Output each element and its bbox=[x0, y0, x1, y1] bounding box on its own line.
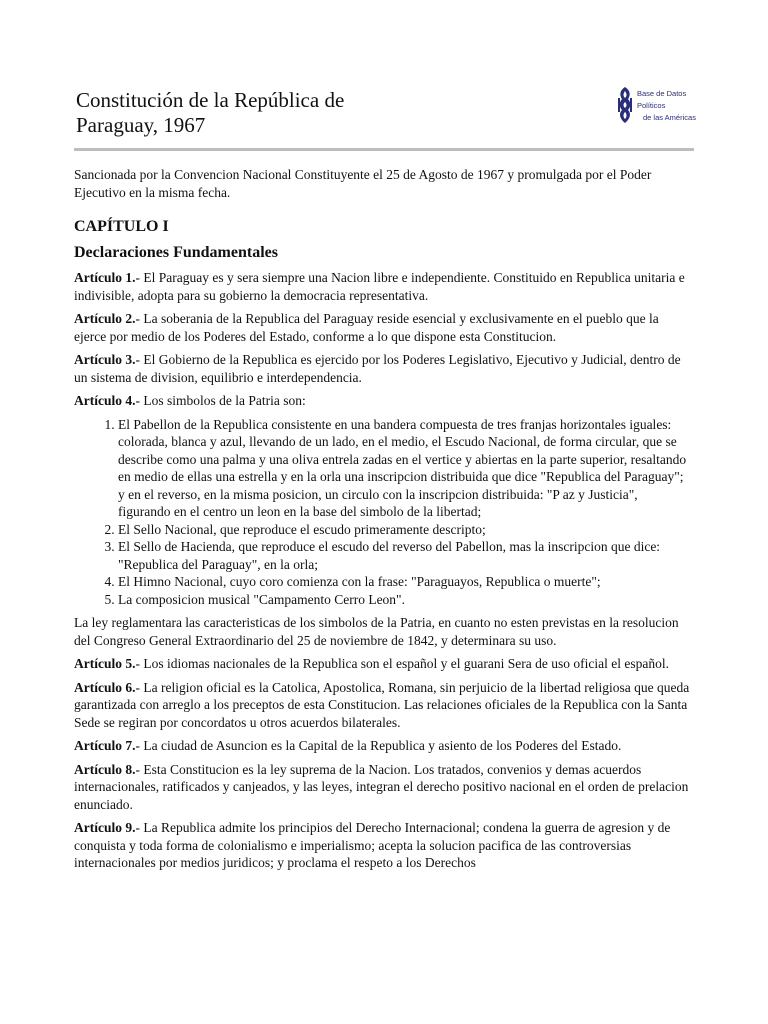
header-divider bbox=[74, 148, 694, 151]
article-text: - El Paraguay es y sera siempre una Nacion libre e independiente. Constituido en Republica unitaria e indivisible, adopta para su gobierno la democracia representativa. bbox=[74, 270, 685, 303]
article-label: Artículo 1. bbox=[74, 270, 136, 285]
list-item: 3. El Sello de Hacienda, que reproduce el escudo del reverso del Pabellon, mas la inscripcion que dice: "Republica del Paraguay", en la orla; bbox=[118, 538, 690, 573]
list-item: 1. El Pabellon de la Republica consistente en una bandera compuesta de tres franjas horizontales iguales: colorada, blanca y azul, llevando de un lado, en el medio, el Escudo Nacional, de forma circular, que se describe como una palma y una oliva entrela zadas en el vertice y abiertas en la parte superior, resaltando en medio de ellas una estrella y en la orla una inscripcion distribuida que dice "Republica del Paraguay"; y en el reverso, en la misma posicion, un circulo con la inscripcion distribuida: "P az y Justicia", figurando en el centro un leon en la base del simbolo de la libertad; bbox=[118, 416, 690, 521]
logo-line-1: Base de Datos Políticos bbox=[637, 89, 687, 110]
article-label: Artículo 8. bbox=[74, 761, 136, 777]
article-label: Artículo 5. bbox=[74, 656, 136, 671]
list-item: 2. El Sello Nacional, que reproduce el escudo primeramente descripto; bbox=[118, 521, 690, 539]
article-6 bbox=[74, 679, 690, 732]
shield-emblem-icon bbox=[616, 86, 634, 124]
document-title bbox=[76, 88, 556, 138]
article-label: Artículo 3. bbox=[74, 352, 136, 367]
article-9 bbox=[74, 819, 690, 872]
article-2 bbox=[74, 310, 690, 345]
chapter-title: CAPÍTULO I bbox=[74, 218, 169, 235]
list-item: 5. La composicion musical "Campamento Cerro Leon". bbox=[118, 591, 690, 609]
article-text: - La religion oficial es la Catolica, Apostolica, Romana, sin perjuicio de la libertad religiosa que queda garantizada con arreglo a los preceptos de esta Constitucion. Las relaciones oficiales de la Republica con la Santa Sede se regiran por concordatos u otros acuerdos bilaterales. bbox=[74, 679, 690, 730]
article-label: Artículo 9. bbox=[74, 820, 136, 835]
article-8 bbox=[74, 761, 690, 814]
article-text: - La ciudad de Asuncion es la Capital de la Republica y asiento de los Poderes del Estado. bbox=[135, 738, 622, 753]
list-item: 4. El Himno Nacional, cuyo coro comienza con la frase: "Paraguayos, Republica o muerte"; bbox=[118, 573, 690, 591]
title-line-1: Constitución de la República de bbox=[76, 88, 345, 112]
document-body bbox=[74, 166, 690, 878]
article-label: Artículo 7. bbox=[74, 738, 136, 753]
chapter-subtitle: Declaraciones Fundamentales bbox=[74, 244, 278, 261]
article-1 bbox=[74, 269, 690, 304]
article-label: Artículo 2. bbox=[74, 311, 136, 326]
article-7 bbox=[74, 737, 690, 755]
article-text: - El Gobierno de la Republica es ejercido por los Poderes Legislativo, Ejecutivo y Judicial, dentro de un sistema de division, equilibrio e interdependencia. bbox=[74, 352, 681, 385]
symbols-list bbox=[74, 416, 690, 609]
article-4 bbox=[74, 392, 690, 410]
title-line-2: Paraguay, 1967 bbox=[76, 113, 206, 137]
article-4-continuation: La ley reglamentara las caracteristicas de los simbolos de la Patria, en cuanto no esten previstas en la resolucion del Congreso General Extraordinario del 25 de noviembre de 1842, y determinara su uso. bbox=[74, 615, 679, 648]
intro-paragraph: Sancionada por la Convencion Nacional Constituyente el 25 de Agosto de 1967 y promulgada por el Poder Ejecutivo en la misma fecha. bbox=[74, 167, 652, 200]
article-label: Artículo 4. bbox=[74, 393, 136, 408]
article-text: - Esta Constitucion es la ley suprema de la Nacion. Los tratados, convenios y demas acuerdos internacionales, ratificados y canjeados, y las leyes, integran el derecho positivo nacional en el orden de prelacion enunciado. bbox=[74, 761, 689, 812]
article-3 bbox=[74, 351, 690, 386]
article-text: - La Republica admite los principios del Derecho Internacional; condena la guerra de agresion y de conquista y toda forma de colonialismo e imperialismo; acepta la solucion pacifica de las controversias internacionales por medios juridicos; y proclama el respeto a los Derechos bbox=[74, 820, 671, 870]
logo-text bbox=[637, 88, 706, 124]
article-label: Artículo 6. bbox=[74, 679, 136, 695]
article-5 bbox=[74, 655, 690, 673]
logo bbox=[616, 86, 706, 126]
article-text: - Los idiomas nacionales de la Republica son el español y el guarani Sera de uso oficial el español. bbox=[135, 656, 669, 671]
article-text: - Los simbolos de la Patria son: bbox=[135, 393, 306, 408]
article-text: - La soberania de la Republica del Paraguay reside esencial y exclusivamente en el pueblo que la ejerce por medio de los Poderes del Estado, conforme a lo que dispone esta Constitucion. bbox=[74, 311, 659, 344]
logo-line-2: de las Américas bbox=[643, 113, 696, 122]
